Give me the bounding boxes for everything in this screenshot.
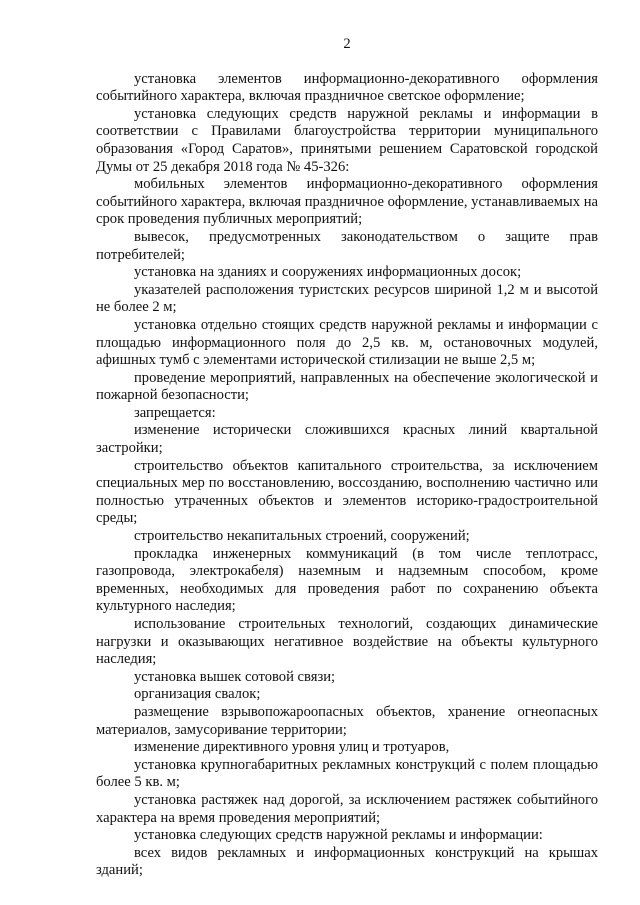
paragraph-10: изменение исторически сложившихся красных линий квартальной застройки; <box>96 422 598 457</box>
paragraph-17: размещение взрывопожароопасных объектов, хранение огнеопасных материалов, замусоривание территории; <box>96 703 598 738</box>
paragraph-9: запрещается: <box>134 404 216 421</box>
paragraph-14: использование строительных технологий, создающих динамические нагрузки и оказывающих негативное воздействие на объекты культурного наследия; <box>96 616 598 668</box>
paragraph-3: мобильных элементов информационно-декоративного оформления событийного характера, включая праздничное оформление, устанавливаемых на срок проведения публичных мероприятий; <box>96 176 598 228</box>
paragraph-16: организация свалок; <box>134 686 261 703</box>
paragraph-15: установка вышек сотовой связи; <box>134 668 336 685</box>
paragraph-8: проведение мероприятий, направленных на обеспечение экологической и пожарной безопасности; <box>96 369 598 404</box>
paragraph-22: всех видов рекламных и информационных конструкций на крышах зданий; <box>96 844 598 879</box>
paragraph-4: вывесок, предусмотренных законодательством о защите прав потребителей; <box>96 228 598 263</box>
paragraph-19: установка крупногабаритных рекламных конструкций с полем площадью более 5 кв. м; <box>96 756 598 791</box>
paragraph-13: прокладка инженерных коммуникаций (в том числе теплотрасс, газопровода, электрокабеля) наземным и надземным способом, кроме временных, необходимых для проведения работ по сохранению объекта культурного наследия; <box>96 545 598 615</box>
paragraph-12: строительство некапитальных строений, сооружений; <box>134 528 470 545</box>
paragraph-5: установка на зданиях и сооружениях информационных досок; <box>134 264 522 281</box>
paragraph-11: строительство объектов капитального строительства, за исключением специальных мер по восстановлению, воссозданию, восполнению частично или полностью утраченных объектов и элементов историко-градостроительной среды; <box>96 457 598 527</box>
paragraph-2: установка следующих средств наружной рекламы и информации в соответствии с Правилами благоустройства территории муниципального образования «Город Саратов», принятыми решением Саратовской городской Думы от 25 декабря 2018 года № 45-326: <box>96 105 598 175</box>
paragraph-18: изменение директивного уровня улиц и тротуаров, <box>134 739 450 756</box>
paragraph-21: установка следующих средств наружной рекламы и информации: <box>134 827 543 844</box>
paragraph-6: указателей расположения туристских ресурсов шириной 1,2 м и высотой не более 2 м; <box>96 281 598 316</box>
paragraph-7: установка отдельно стоящих средств наружной рекламы и информации с площадью информационного поля до 2,5 кв. м, остановочных модулей, афишных тумб с элементами исторической стилизации не выше 2,5 м; <box>96 316 598 369</box>
paragraph-20: установка растяжек над дорогой, за исключением растяжек событийного характера на время проведения мероприятий; <box>96 791 598 826</box>
page-number: 2 <box>343 36 351 52</box>
paragraph-1: установка элементов информационно-декоративного оформления событийного характера, включая праздничное светское оформление; <box>96 70 598 105</box>
